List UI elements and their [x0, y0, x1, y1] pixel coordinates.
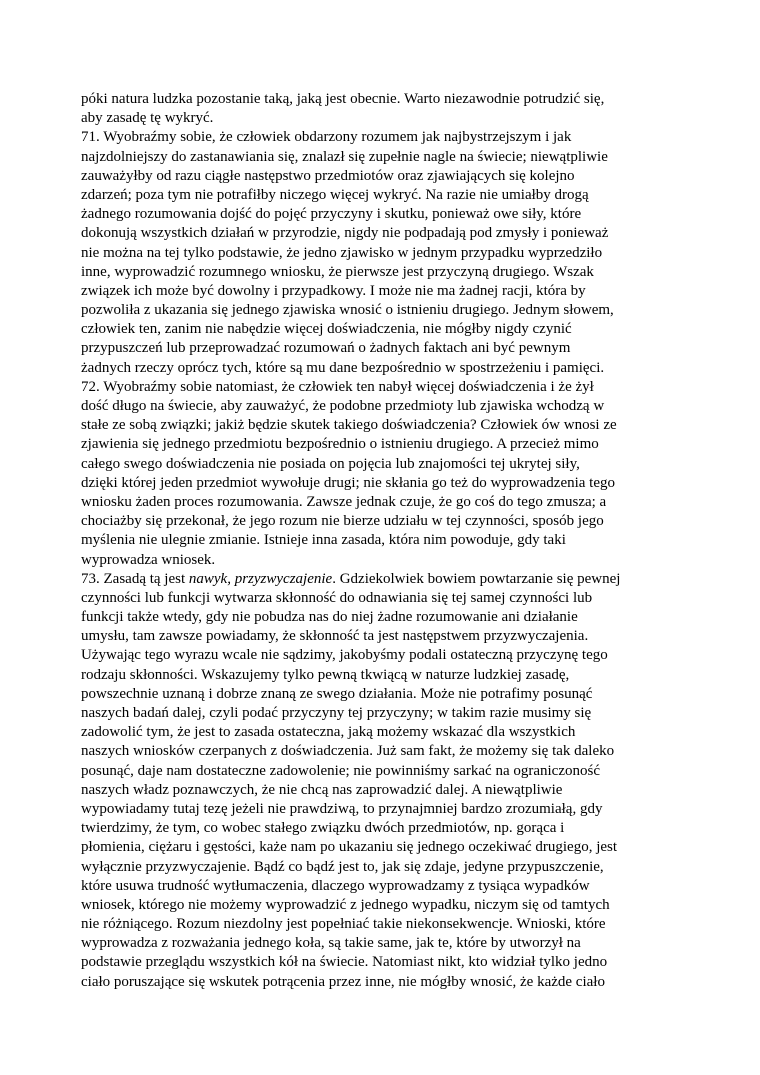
text-line: zauważyłby od razu ciągłe następstwo przedmiotów oraz zjawiających się kolejno [81, 167, 575, 184]
text-line: ciało poruszające się wskutek potrącenia przez inne, nie mógłby wnosić, że każde ciało [81, 973, 605, 990]
text-line: póki natura ludzka pozostanie taką, jaką jest obecnie. Warto niezawodnie potrudzić się, [81, 91, 605, 107]
text-line: wniosku żaden proces rozumowania. Zawsze jednak czuje, że go coś do tego zmusza; a [81, 493, 607, 510]
text-line: nie różniącego. Rozum niezdolny jest popełniać takie niekonsekwencje. Wnioski, które [81, 916, 606, 933]
text-line: Używając tego wyrazu wcale nie sądzimy, jakobyśmy podali ostateczną przyczynę tego [81, 647, 608, 664]
text-line: przypuszczeń lub przeprowadzać rozumowań o żadnych faktach ani być pewnym [81, 340, 571, 357]
text-line: rodzaju skłonności. Wskazujemy tylko pewną tkwiącą w naturze ludzkiej zasadę, [81, 666, 570, 683]
emphasized-term: nawyk, przyzwyczajenie [188, 570, 333, 587]
paragraph-72 [81, 378, 681, 570]
text-line: wyprowadza wniosek. [81, 551, 216, 568]
text-line: naszych władz poznawczych, że nie chcą nas zaprowadzić dalej. A niewątpliwie [81, 781, 563, 798]
text-line: wniosek, którego nie możemy wyprowadzić z jednego wypadku, niczym się od tamtych [81, 896, 610, 913]
text-line: funkcji także wtedy, gdy nie pobudza nas do niej żadne rozumowanie ani działanie [81, 609, 578, 626]
text-line: stałe ze sobą związki; jakiż będzie skutek takiego doświadczenia? Człowiek ów wnosi ze [81, 417, 617, 434]
text-line: nie można na tej tylko podstawie, że jedno zjawisko w jednym przypadku wyprzedziło [81, 244, 603, 261]
text-line: wyprowadza z rozważania jednego koła, są takie same, jak te, które by utworzył na [81, 935, 581, 952]
paragraph-73 [81, 570, 681, 992]
text-line: twierdzimy, że tym, co wobec stałego związku dwóch przedmiotów, np. gorąca i [81, 820, 565, 837]
text-line: inne, wyprowadzić rozumnego wniosku, że pierwsze jest przyczyną drugiego. Wszak [81, 263, 594, 280]
text-line: całego swego doświadczenia nie posiada on pojęcia lub znajomości tej ukrytej siły, [81, 455, 580, 472]
text-line: myślenia nie ulegnie zmianie. Istnieje inna zasada, która nim powoduje, gdy taki [81, 532, 566, 549]
text-line: żadnego rozumowania dojść do pojęć przyczyny i skutku, ponieważ owe siły, które [81, 206, 582, 223]
text-line: posunąć, daje nam dostateczne zadowolenie; nie powinniśmy sarkać na ograniczoność [81, 762, 600, 779]
text-line: dokonują wszystkich działań w przyrodzie, nigdy nie podpadają pod zmysły i ponieważ [81, 225, 609, 242]
text-line: wyłącznie przyzwyczajenie. Bądź co bądź jest to, jak się zdaje, jedyne przypuszczenie, [81, 858, 604, 875]
text-run: . Gdziekolwiek bowiem powtarzanie się pewnej [332, 570, 621, 587]
text-line: które usuwa trudność wytłumaczenia, dlaczego wyprowadzamy z tysiąca wypadków [81, 877, 590, 894]
text-line: związek ich może być dowolny i przypadkowy. I może nie ma żadnej racji, która by [81, 282, 586, 299]
text-run: 73. Zasadą tą jest [81, 570, 189, 587]
text-line: umysłu, tam zawsze powiadamy, że skłonność ta jest następstwem przyzwyczajenia. [81, 628, 589, 645]
document-page [81, 90, 681, 992]
text-line: powszechnie uznaną i dobrze znaną ze swego działania. Może nie potrafimy posunąć [81, 685, 593, 702]
paragraph-70-end [81, 90, 681, 128]
text-line: 71. Wyobraźmy sobie, że człowiek obdarzony rozumem jak najbystrzejszym i jak [81, 129, 572, 146]
text-line: zdarzeń; poza tym nie potrafiłby niczego więcej wykryć. Na razie nie umiałby drogą [81, 186, 589, 203]
text-line: płomienia, ciężaru i gęstości, każe nam po ukazaniu się jednego oczekiwać drugiego, jest [81, 839, 618, 856]
text-line: pozwoliła z ukazania się jednego zjawiska wnosić o istnieniu drugiego. Jednym słowem, [81, 302, 614, 319]
text-line: czynności lub funkcji wytwarza skłonność do odnawiania się tej samej czynności lub [81, 589, 593, 606]
text-line: chociażby się przekonał, że jego rozum nie bierze udziału w tej czynności, sposób jego [81, 513, 604, 530]
text-line: dzięki której jeden przedmiot wywołuje drugi; nie skłania go też do wyprowadzenia tego [81, 474, 616, 491]
text-line: podstawie przeglądu wszystkich kół na świecie. Natomiast nikt, kto widział tylko jedno [81, 954, 608, 971]
text-line: aby zasadę tę wykryć. [81, 110, 214, 127]
text-line: naszych badań dalej, czyli podać przyczyny tej przyczyny; w takim razie musimy się [81, 705, 592, 721]
text-line: zjawienia się jednego przedmiotu bezpośrednio o istnieniu drugiego. A przecież mimo [81, 436, 599, 453]
text-line: naszych wniosków czerpanych z doświadczenia. Już sam fakt, że możemy się tak daleko [81, 743, 615, 760]
text-line-first [81, 570, 681, 589]
text-line: 72. Wyobraźmy sobie natomiast, że człowiek ten nabył więcej doświadczenia i że żył [81, 378, 594, 395]
text-line: wypowiadamy tutaj tezę jeżeli nie prawdziwą, to przynajmniej bardzo zrozumiałą, gdy [81, 800, 603, 817]
text-line: dość długo na świecie, aby zauważyć, że podobne przedmioty lub zjawiska wchodzą w [81, 398, 605, 414]
text-line: najzdolniejszy do zastanawiania się, znalazł się zupełnie nagle na świecie; niewątpliwie [81, 148, 608, 165]
text-line: człowiek ten, zanim nie nabędzie więcej doświadczenia, nie mógłby nigdy czynić [81, 321, 572, 338]
paragraph-71 [81, 128, 681, 377]
text-line: zadowolić tym, że jest to zasada ostateczna, jaką możemy wskazać dla wszystkich [81, 724, 576, 741]
text-line: żadnych rzeczy oprócz tych, które są mu dane bezpośrednio w spostrzeżeniu i pamięci. [81, 359, 605, 376]
